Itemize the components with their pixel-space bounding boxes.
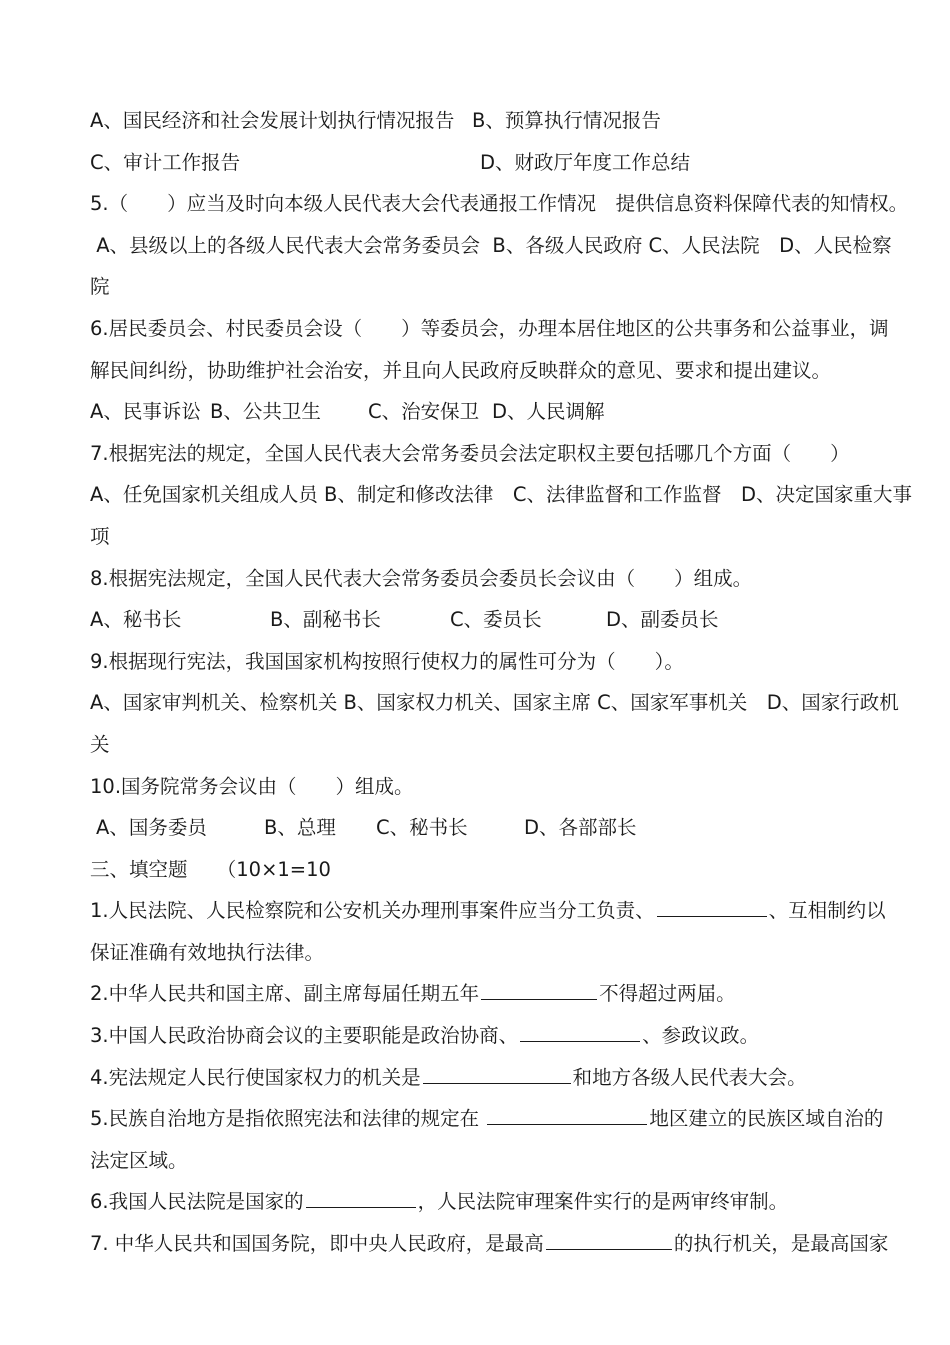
text-line [90, 1098, 884, 1140]
option-label: C、委员长 [450, 608, 542, 632]
option-label: C、秘书长 [376, 816, 468, 840]
text-line [90, 890, 886, 932]
text-line [90, 1015, 862, 1057]
question-text: 3.中国人民政治协商会议的主要职能是政治协商、 [90, 1024, 519, 1048]
question-text: 、互相制约以 [768, 899, 886, 923]
option-label: D、财政厅年度工作总结 [480, 150, 691, 174]
text-line: 6.居民委员会、村民委员会设（ ）等委员会，办理本居住地区的公共事务和公益事业，调 [90, 316, 889, 340]
answer-blank [520, 1019, 640, 1042]
document-page [90, 100, 913, 1265]
option-label: A、秘书长 [90, 608, 182, 632]
question-text: ，人民法院审理案件实行的是两审终审制。 [417, 1190, 789, 1214]
question-text: 4.宪法规定人民行使国家权力的机关是 [90, 1065, 421, 1089]
text-line: 9.根据现行宪法，我国国家机构按照行使权力的属性可分为（ ）。 [90, 649, 684, 673]
text-line [90, 1057, 862, 1099]
text-line: 10.国务院常务会议由（ ）组成。 [90, 774, 414, 798]
text-line: 8.根据宪法规定，全国人民代表大会常务委员会委员长会议由（ ）组成。 [90, 566, 753, 590]
answer-blank [546, 1227, 672, 1250]
text-line [90, 1223, 889, 1265]
text-line: 关 [90, 732, 110, 756]
question-text: 的执行机关，是最高国家 [673, 1232, 889, 1256]
option-label: B、副秘书长 [270, 608, 381, 632]
option-label: A、民事诉讼 [90, 400, 201, 424]
text-line [90, 391, 862, 433]
answer-blank [481, 977, 597, 1000]
text-line: 项 [90, 524, 110, 548]
text-line [90, 100, 862, 142]
text-line: 院 [90, 275, 110, 299]
text-line [90, 599, 862, 641]
text-line [90, 142, 862, 184]
option-label: B、公共卫生 [210, 400, 321, 424]
text-line: A、县级以上的各级人民代表大会常务委员会 B、各级人民政府 C、人民法院 D、人民检察 [90, 233, 892, 257]
text-line: 三、填空题 （10×1=10 [90, 857, 331, 881]
text-line [90, 973, 862, 1015]
text-line: 法定区域。 [90, 1148, 188, 1172]
option-label: C、审计工作报告 [90, 150, 241, 174]
question-text: 和地方各级人民代表大会。 [572, 1065, 807, 1089]
option-label: C、治安保卫 [368, 400, 480, 424]
text-line: 7.根据宪法的规定，全国人民代表大会常务委员会法定职权主要包括哪几个方面（ ） [90, 441, 850, 465]
option-label: B、预算执行情况报告 [472, 109, 661, 132]
option-label: D、副委员长 [606, 608, 719, 632]
question-text: 6.我国人民法院是国家的 [90, 1190, 304, 1214]
answer-blank [657, 894, 767, 917]
text-line: 保证准确有效地执行法律。 [90, 940, 325, 964]
option-label: A、国民经济和社会发展计划执行情况报告 [90, 109, 455, 132]
option-label: D、各部部长 [524, 816, 637, 840]
text-line: A、任免国家机关组成人员 B、制定和修改法律 C、法律监督和工作监督 D、决定国家重大事 [90, 483, 913, 507]
question-text: 5.民族自治地方是指依照宪法和法律的规定在 [90, 1107, 486, 1131]
question-text: 地区建立的民族区域自治的 [649, 1107, 884, 1131]
text-line: A、国家审判机关、检察机关 B、国家权力机关、国家主席 C、国家军事机关 D、国家行政机 [90, 691, 899, 715]
answer-blank [306, 1185, 416, 1208]
option-label: B、总理 [264, 816, 336, 840]
text-line: 5.（ ）应当及时向本级人民代表大会代表通报工作情况 提供信息资料保障代表的知情权。 [90, 192, 909, 216]
answer-blank [487, 1102, 647, 1125]
text-line [90, 807, 862, 849]
question-text: 7. 中华人民共和国国务院，即中央人民政府，是最高 [90, 1232, 544, 1256]
text-line [90, 1181, 862, 1223]
option-label: A、国务委员 [96, 816, 207, 840]
question-text: 不得超过两届。 [599, 982, 736, 1006]
option-label: D、人民调解 [492, 400, 605, 424]
text-line: 解民间纠纷，协助维护社会治安，并且向人民政府反映群众的意见、要求和提出建议。 [90, 358, 832, 382]
question-text: 、参政议政。 [642, 1024, 760, 1048]
answer-blank [423, 1061, 571, 1084]
question-text: 1.人民法院、人民检察院和公安机关办理刑事案件应当分工负责、 [90, 899, 655, 923]
question-text: 2.中华人民共和国主席、副主席每届任期五年 [90, 982, 480, 1006]
